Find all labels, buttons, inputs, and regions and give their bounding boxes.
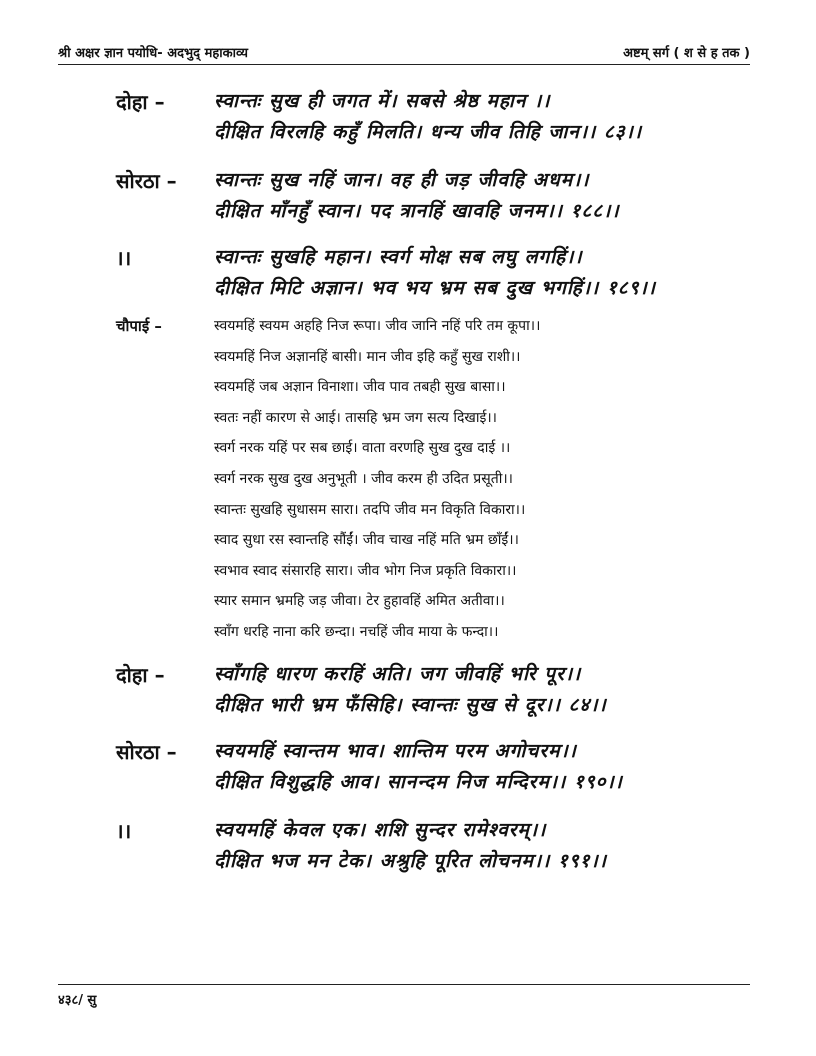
book-title: श्री अक्षर ज्ञान पयोधि- अदभुद् महाकाव्य: [58, 46, 248, 61]
chaupai-line: स्वाँग धरहि नाना करि छन्दा। नचहिं जीव माया के फन्दा।।: [214, 623, 499, 640]
verse-lines: [214, 736, 623, 798]
verse-line: स्वयमहिं केवल एक। शशि सुन्दर रामेश्वरम्।।: [214, 819, 547, 841]
chapter-title: अष्टम् सर्ग ( श से ह तक ): [623, 46, 750, 61]
verse-lines: [214, 86, 642, 148]
verse-line: स्वान्तः सुख नहिं जान। वह ही जड़ जीवहि अधम।।: [214, 169, 590, 191]
stanza-label: दोहा –: [116, 663, 165, 687]
chaupai-line: स्वयमहिं स्वयम अहहि निज रूपा। जीव जानि नहिं परि तम कूपा।।: [214, 318, 541, 334]
chaupai-line: स्यार समान भ्रमहि जड़ जीवा। टेर हुहावहिं अमित अतीवा।।: [214, 593, 505, 610]
chaupai-line: स्वान्तः सुखहि सुधासम सारा। तदपि जीव मन विकृति विकारा।।: [214, 501, 526, 518]
stanza-label: ।।: [116, 819, 132, 843]
verse-line: दीक्षित माँनहुँ स्वान। पद त्रानहिं खावहि जनम।। १८८।।: [214, 200, 620, 222]
verse-line: स्वान्तः सुख ही जगत में। सबसे श्रेष्ठ महान ।।: [214, 90, 551, 112]
chaupai-line: स्वर्ग नरक सुख दुख अनुभूती । जीव करम ही उदित प्रसूती।।: [214, 470, 513, 487]
verse-line: दीक्षित मिटि अज्ञान। भव भय भ्रम सब दुख भगहिं।। १८९।।: [214, 277, 656, 299]
stanza-label: सोरठा –: [116, 169, 177, 193]
verse-line: स्वाँगहि धारण करहिं अति। जग जीवहिं भरि पूर।।: [214, 663, 582, 685]
verse-line: दीक्षित भज मन टेक। अश्रुहि पूरित लोचनम।। १९१।।: [214, 850, 607, 872]
stanza-label: चौपाई –: [116, 317, 162, 335]
chaupai-line: स्वर्ग नरक यहिं पर सब छाई। वाता वरणहि सुख दुख दाई ।।: [214, 440, 511, 457]
verse-line: दीक्षित विशुद्धहि आव। सानन्दम निज मन्दिरम।। १९०।।: [214, 771, 623, 793]
page-number: ४३८/ सु: [58, 993, 97, 1008]
verse-lines: [214, 659, 607, 721]
chaupai-line: स्वाद सुधा रस स्वान्तहि सौंईं। जीव चाख नहिं मति भ्रम छाँईं।।: [214, 532, 519, 549]
verse-lines: [214, 242, 656, 304]
page-header: [58, 40, 750, 65]
verse-line: स्वान्तः सुखहि महान। स्वर्ग मोक्ष सब लघु लगहिं।।: [214, 246, 583, 268]
footer-divider: [58, 984, 750, 985]
stanza-label: ।।: [116, 246, 132, 270]
verse-lines: [214, 165, 620, 227]
verse-line: स्वयमहिं स्वान्तम भाव। शान्तिम परम अगोचरम।।: [214, 740, 577, 762]
chaupai-lines: [214, 311, 540, 648]
verse-line: दीक्षित भारी भ्रम फँसिहि। स्वान्तः सुख से दूर।। ८४।।: [214, 694, 607, 716]
chaupai-line: स्वयमहिं जब अज्ञान विनाशा। जीव पाव तबही सुख बासा।।: [214, 379, 506, 396]
chaupai-line: स्वतः नहीं कारण से आई। तासहि भ्रम जग सत्य दिखाई।।: [214, 409, 497, 426]
verse-line: दीक्षित विरलहि कहुँ मिलति। धन्य जीव तिहि जान।। ८३।।: [214, 121, 643, 143]
stanza-label: दोहा –: [116, 90, 165, 114]
verse-lines: [214, 815, 607, 877]
stanza-label: सोरठा –: [116, 740, 177, 764]
chaupai-line: स्वभाव स्वाद संसारहि सारा। जीव भोग निज प्रकृति विकारा।।: [214, 562, 517, 579]
chaupai-line: स्वयमहिं निज अज्ञानहिं बासी। मान जीव इहि कहुँ सुख राशी।।: [214, 348, 521, 365]
